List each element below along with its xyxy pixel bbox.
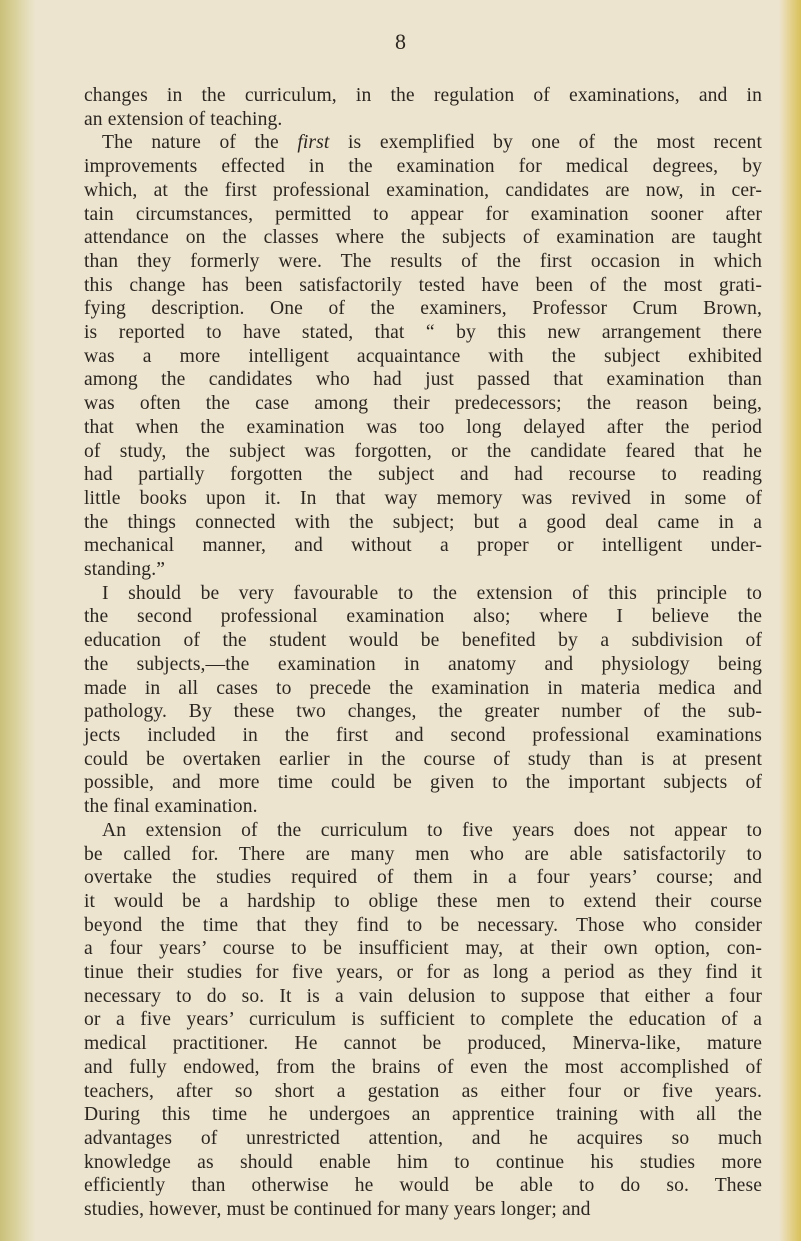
text-line-part: is exemplified by one of the most recent: [329, 132, 762, 154]
text-line: overtake the studies required of them in a four years’ course; and: [84, 867, 762, 889]
text-line: an extension of teaching.: [84, 108, 283, 130]
text-line: and fully endowed, from the brains of even the most accomplished of: [84, 1056, 762, 1078]
text-line: pathology. By these two changes, the greater number of the sub-: [84, 701, 762, 723]
text-line: the subjects,—the examination in anatomy and physiology being: [84, 653, 762, 675]
text-line: During this time he undergoes an apprentice training with all the: [84, 1104, 762, 1126]
text-line: attendance on the classes where the subjects of examination are taught: [84, 227, 762, 249]
text-line: it would be a hardship to oblige these men to extend their course: [84, 890, 762, 912]
text-line: I should be very favourable to the extension of this principle to: [102, 582, 762, 604]
text-line: made in all cases to precede the examination in materia medica and: [84, 677, 762, 699]
text-line: efficiently than otherwise he would be able to do so. These: [84, 1175, 762, 1197]
italic-word: first: [297, 132, 330, 154]
text-line: knowledge as should enable him to continue his studies more: [84, 1151, 762, 1173]
text-line: is reported to have stated, that “ by this new arrangement there: [84, 322, 762, 344]
text-line: An extension of the curriculum to five years does not appear to: [102, 819, 762, 841]
page-number: 8: [395, 29, 406, 54]
text-line: was often the case among their predecessors; the reason being,: [84, 393, 762, 415]
left-page-edge: [0, 0, 36, 1241]
text-line: the final examination.: [84, 796, 258, 818]
text-line: jects included in the first and second professional examinations: [84, 724, 762, 746]
text-line: possible, and more time could be given to the important subjects of: [84, 772, 762, 794]
text-line: a four years’ course to be insufficient may, at their own option, con-: [84, 938, 762, 960]
text-line: the things connected with the subject; but a good deal came in a: [84, 511, 762, 533]
text-line: of study, the subject was forgotten, or the candidate feared that he: [84, 440, 762, 462]
text-line: among the candidates who had just passed that examination than: [84, 369, 762, 391]
text-line-italic: [84, 131, 762, 155]
body-text: [84, 84, 762, 1222]
right-page-edge: [779, 0, 801, 1241]
text-line: or a five years’ curriculum is sufficient to complete the education of a: [84, 1009, 762, 1031]
text-line: than they formerly were. The results of the first occasion in which: [84, 250, 762, 272]
text-line: tinue their studies for five years, or for as long a period as they find it: [84, 962, 762, 984]
text-line: that when the examination was too long delayed after the period: [84, 416, 762, 438]
text-line: studies, however, must be continued for many years longer; and: [84, 1199, 591, 1221]
text-line: had partially forgotten the subject and had recourse to reading: [84, 464, 762, 486]
text-line: changes in the curriculum, in the regulation of examinations, and in: [84, 85, 762, 106]
text-line: could be overtaken earlier in the course of study than is at present: [84, 748, 762, 770]
text-line: the second professional examination also; where I believe the: [84, 606, 762, 628]
text-line: teachers, after so short a gestation as either four or five years.: [84, 1080, 762, 1102]
text-line: advantages of unrestricted attention, and he acquires so much: [84, 1127, 762, 1149]
text-line: standing.”: [84, 559, 165, 581]
text-line: this change has been satisfactorily tested have been of the most grati-: [84, 274, 762, 296]
text-line: fying description. One of the examiners, Professor Crum Brown,: [84, 298, 762, 320]
text-line: necessary to do so. It is a vain delusion to suppose that either a four: [84, 985, 762, 1007]
text-line: which, at the first professional examination, candidates are now, in cer-: [84, 179, 762, 201]
text-line: education of the student would be benefited by a subdivision of: [84, 630, 762, 652]
text-line: medical practitioner. He cannot be produced, Minerva-like, mature: [84, 1033, 762, 1055]
text-line-part: The nature of the: [102, 132, 298, 154]
text-line: was a more intelligent acquaintance with the subject exhibited: [84, 345, 762, 367]
text-line: be called for. There are many men who are able satisfactorily to: [84, 843, 762, 865]
text-line: little books upon it. In that way memory was revived in some of: [84, 487, 762, 509]
text-line: tain circumstances, permitted to appear for examination sooner after: [84, 203, 762, 225]
text-line: improvements effected in the examination for medical degrees, by: [84, 156, 762, 178]
text-line: mechanical manner, and without a proper or intelligent under-: [84, 535, 762, 557]
text-line: beyond the time that they find to be necessary. Those who consider: [84, 914, 762, 936]
